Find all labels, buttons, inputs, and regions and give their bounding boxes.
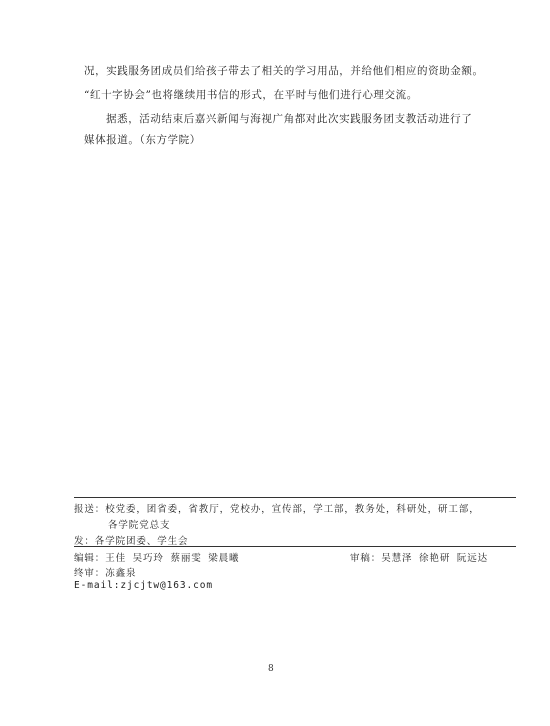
page-number: 8	[268, 664, 274, 674]
send-to-line: 各学院党总支	[108, 520, 171, 531]
final-review-line: 终审：冻鑫泉	[74, 568, 137, 579]
paragraph-line: “红十字协会”也将继续用书信的形式，在平时与他们进行心理交流。	[84, 89, 418, 101]
paragraph-line: 据悉，活动结束后嘉兴新闻与海视广角都对此次实践服务团支教活动进行了	[106, 113, 473, 125]
editors-line: 编辑：王佳 吴巧玲 蔡丽雯 梁晨曦	[74, 553, 240, 564]
divider-top	[74, 497, 516, 498]
paragraph-line: 媒体报道。（东方学院）	[84, 134, 201, 146]
copy-to-line: 发：各学院团委、学生会	[74, 536, 189, 547]
email-line: E-mail:zjcjtw@163.com	[74, 580, 214, 591]
divider-middle	[74, 546, 516, 547]
send-to-line: 报送：校党委，团省委，省教厅，党校办，宣传部，学工部，教务处，科研处，研工部，	[74, 504, 480, 515]
paragraph-line: 况，实践服务团成员们给孩子带去了相关的学习用品，并给他们相应的资助金额。	[84, 65, 484, 77]
reviewers-line: 审稿：吴慧泽 徐艳研 阮远达	[350, 553, 489, 564]
